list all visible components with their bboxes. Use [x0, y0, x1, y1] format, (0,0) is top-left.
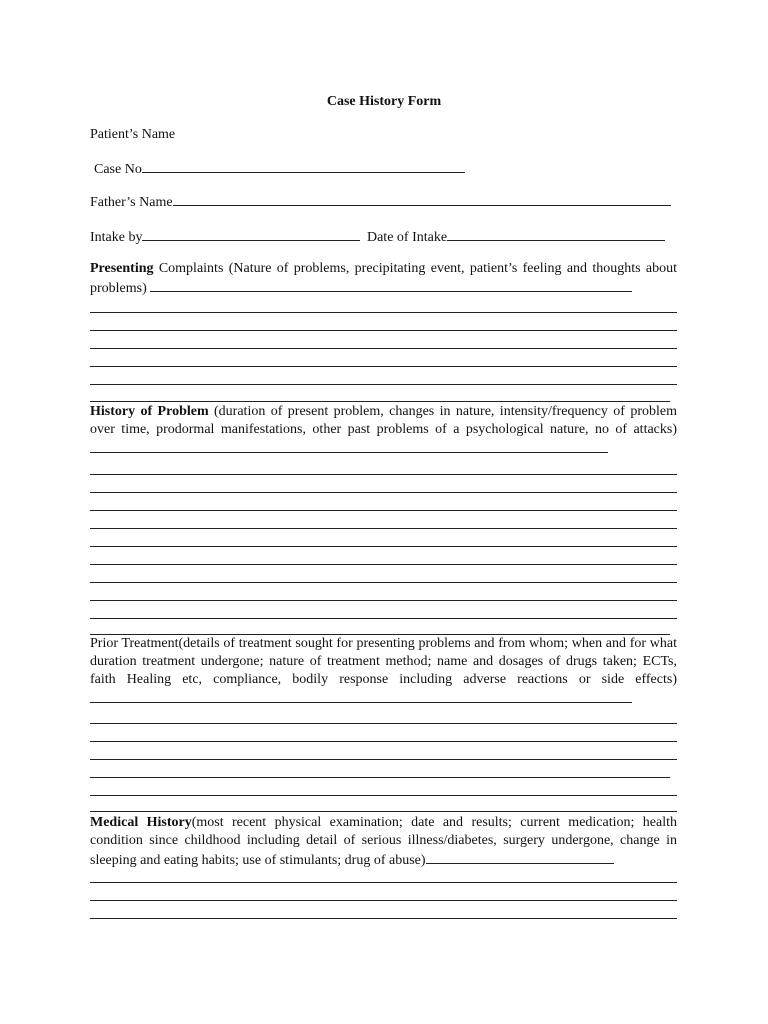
date-of-intake-label: Date of Intake: [366, 230, 448, 245]
presenting-description: Complaints (Nature of problems, precipitating event, patient’s feeling and thoughts about problems): [90, 261, 677, 296]
history-line[interactable]: [90, 582, 677, 583]
medical-line[interactable]: [90, 900, 677, 901]
presenting-line[interactable]: [90, 330, 677, 331]
intake-by-input[interactable]: [142, 227, 360, 241]
history-of-problem-section: [90, 403, 677, 459]
medical-history-section: [90, 814, 677, 870]
prior-treatment-description: Prior Treatment(details of treatment sought for presenting problems and from whom; when and for what duration treatment undergone; nature of treatment method; name and dosages of drugs taken; ECTs, faith Healing etc, compliance, bodily response including adverse reactions or side effects): [90, 636, 677, 687]
presenting-first-input[interactable]: [150, 278, 632, 292]
presenting-line[interactable]: [90, 366, 677, 367]
history-line[interactable]: [90, 546, 677, 547]
case-no-input[interactable]: [142, 159, 465, 173]
medical-line[interactable]: [90, 882, 677, 883]
patient-name-label: Patient’s Name: [90, 127, 176, 142]
intake-field: [90, 227, 665, 247]
history-line[interactable]: [90, 564, 677, 565]
presenting-line[interactable]: [90, 312, 677, 313]
prior-treatment-line[interactable]: [90, 777, 670, 778]
history-line[interactable]: [90, 618, 677, 619]
form-title: Case History Form: [326, 94, 442, 109]
father-name-label: Father’s Name: [90, 195, 173, 210]
prior-treatment-section: [90, 635, 677, 709]
medical-description: (most recent physical examination; date and results; current medication; health condition since childhood including detail of serious illness/diabetes, surgery undergone, change in sleeping and eating habits; use of stimulants; drug of abuse): [90, 815, 678, 868]
medical-first-input[interactable]: [426, 850, 614, 864]
medical-heading: Medical History: [90, 815, 192, 830]
father-name-input[interactable]: [173, 192, 671, 206]
prior-treatment-line[interactable]: [90, 811, 677, 812]
history-description: (duration of present problem, changes in nature, intensity/frequency of problem over time, prodormal manifestations, other past problems of a psychological nature, no of attacks): [90, 404, 677, 437]
father-name-field: [90, 192, 671, 212]
history-line[interactable]: [90, 600, 677, 601]
history-line[interactable]: [90, 474, 677, 475]
case-no-field: [94, 159, 465, 179]
history-line[interactable]: [90, 510, 677, 511]
patient-name-field: [90, 126, 175, 144]
prior-treatment-line[interactable]: [90, 795, 677, 796]
history-line[interactable]: [90, 492, 677, 493]
presenting-complaints-section: [90, 260, 677, 298]
history-heading: History of Problem: [90, 404, 209, 419]
case-no-label: Case No: [94, 162, 142, 177]
prior-treatment-first-input[interactable]: [90, 689, 632, 703]
presenting-line[interactable]: [90, 348, 677, 349]
presenting-line[interactable]: [90, 401, 670, 402]
prior-treatment-line[interactable]: [90, 723, 677, 724]
date-of-intake-input[interactable]: [447, 227, 665, 241]
prior-treatment-line[interactable]: [90, 741, 677, 742]
prior-treatment-line[interactable]: [90, 759, 677, 760]
history-first-input[interactable]: [90, 439, 608, 453]
intake-by-label: Intake by: [90, 230, 143, 245]
presenting-heading: Presenting: [90, 261, 154, 276]
presenting-line[interactable]: [90, 384, 677, 385]
history-line[interactable]: [90, 528, 677, 529]
medical-line[interactable]: [90, 918, 677, 919]
